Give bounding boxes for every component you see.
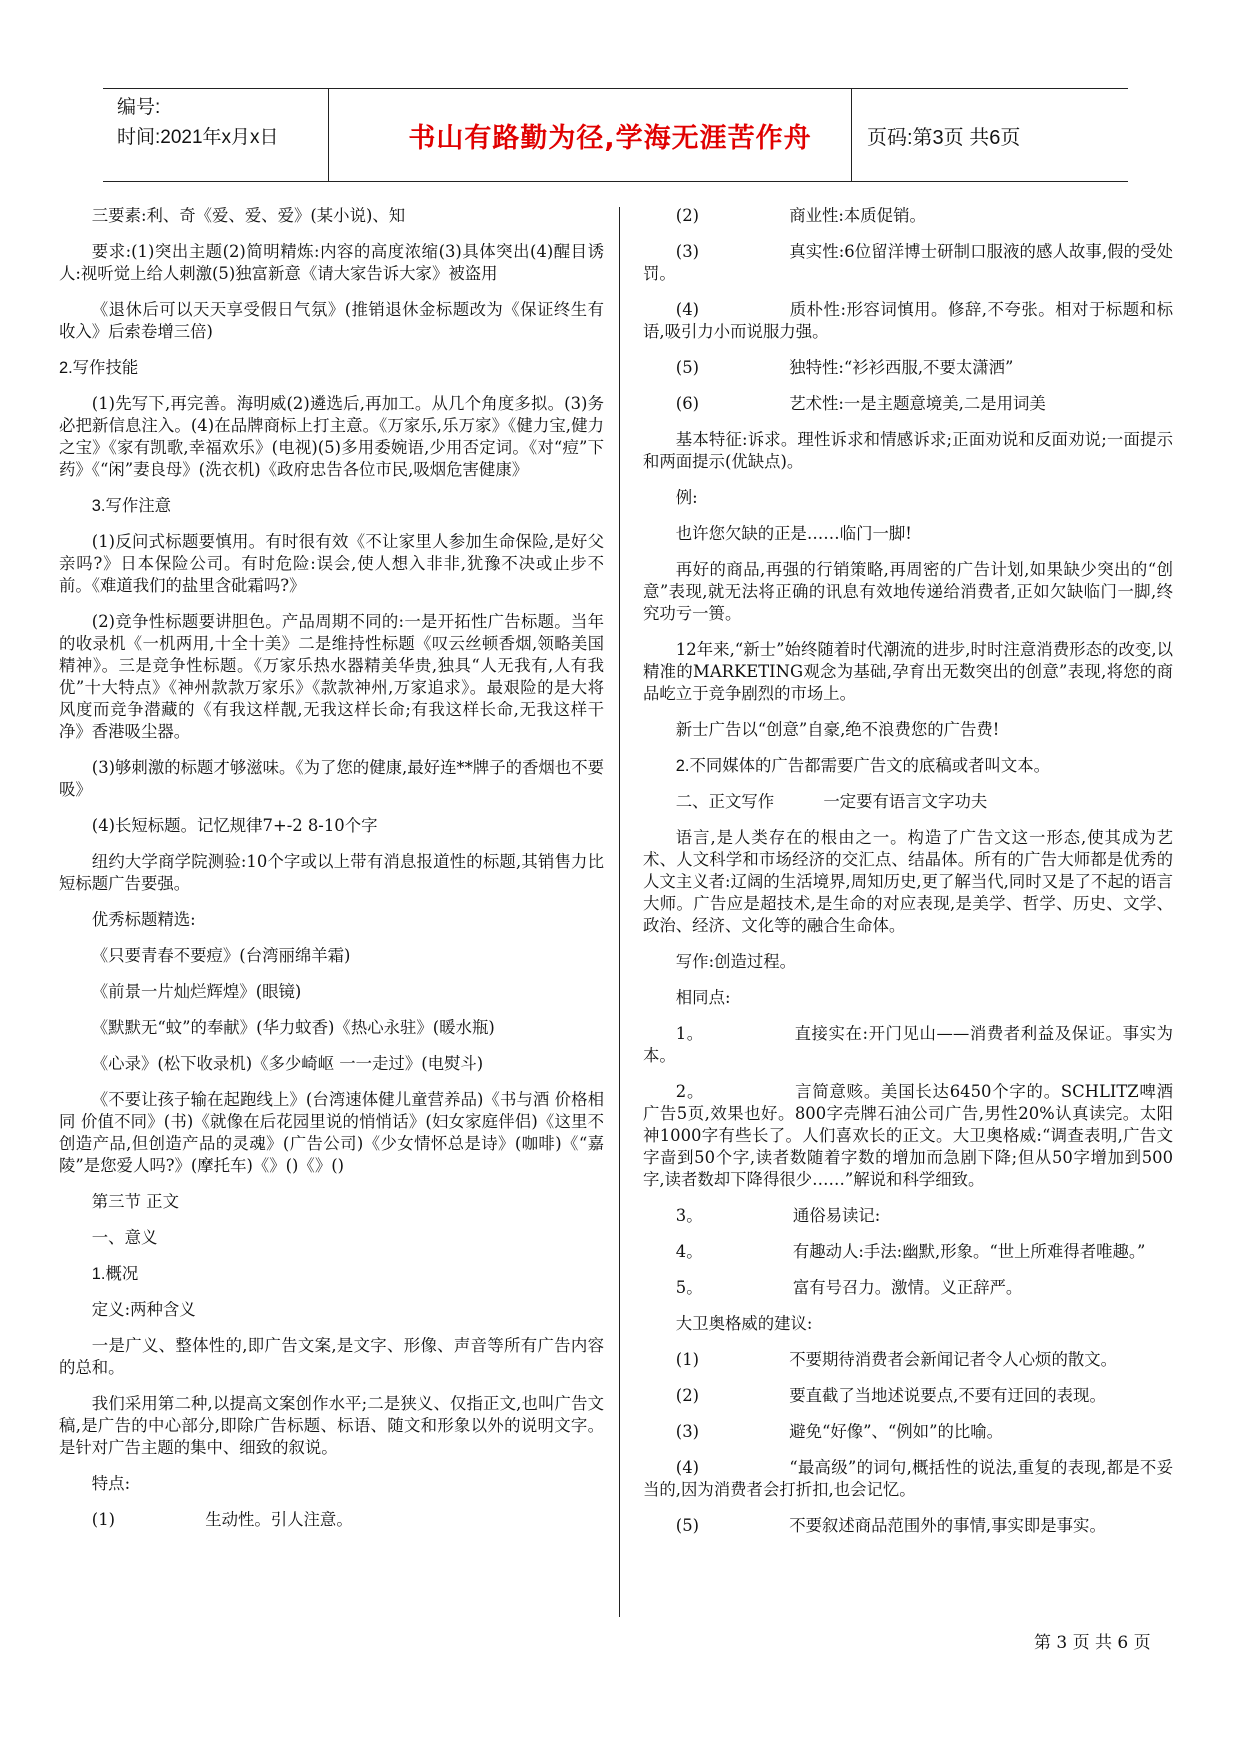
paragraph: 我们采用第二种,以提高文案创作水平;二是狭义、仅指正文,也叫广告文稿,是广告的中心部分,即除广告标题、标语、随文和形象以外的说明文字。是针对广告主题的集中、细致的叙说。: [59, 1394, 604, 1457]
list-number: 2。: [675, 1082, 705, 1101]
paragraph: 《退休后可以天天享受假日气氛》(推销退休金标题改为《保证终生有收入》后索卷增三倍): [59, 300, 604, 341]
list-text: “最高级”的词句,概括性的说法,重复的表现,都是不妥当的,因为消费者会打折扣,也会记忆。: [643, 1458, 1173, 1499]
paragraph: 《只要青春不要痘》(台湾丽绵羊霜): [91, 946, 351, 965]
list-item: [643, 1241, 1173, 1263]
paragraph: (1)先写下,再完善。海明威(2)遴选后,再加工。从几个角度多拟。(3)务必把新信息注入。(4)在品牌商标上打主意。《万家乐,乐万家》《健力宝,健力之宝》《家有凯歌,幸福欢乐》(电视)(5)多用委婉语,少用否定词。《对“痘”下药》《“闲”妻良母》(洗衣机)《政府忠告各位市民,吸烟危害健康》: [59, 394, 604, 479]
list-number: (5): [675, 358, 700, 377]
left-column: [59, 205, 604, 1545]
list-text: 通俗易读记:: [792, 1206, 881, 1225]
list-number: (5): [675, 1516, 700, 1535]
section-heading: 一、意义: [91, 1228, 158, 1247]
list-number: 4。: [675, 1242, 703, 1261]
page-footer: 第 3 页 共 6 页: [1034, 1633, 1151, 1653]
list-text: 直接实在:开门见山——消费者利益及保证。事实为本。: [643, 1024, 1173, 1065]
paragraph: 《前景一片灿烂辉煌》(眼镜): [91, 982, 302, 1001]
list-item: [643, 1205, 1173, 1227]
paragraph: 三要素:利、奇《爱、爱、爱》(某小说)、知: [91, 206, 406, 225]
list-number: 3。: [675, 1206, 703, 1225]
list-number: (3): [675, 1422, 700, 1441]
section-heading: 2.写作技能: [59, 359, 139, 377]
paragraph: 基本特征:诉求。理性诉求和情感诉求;正面劝说和反面劝说;一面提示和两面提示(优缺点)。: [643, 430, 1173, 471]
heading-text: 二、正文写作: [675, 792, 775, 811]
list-text: 独特性:“衫衫西服,不要太潇洒”: [789, 358, 1014, 377]
paragraph: (3)够刺激的标题才够滋味。《为了您的健康,最好连**牌子的香烟也不要吸》: [59, 758, 604, 799]
header-meta: [117, 93, 279, 153]
document-time-label: 时间:2021年x月x日: [117, 127, 279, 148]
right-column: [643, 205, 1173, 1551]
heading-note: 一定要有语言文字功夫: [823, 792, 988, 811]
paragraph: 定义:两种含义: [91, 1300, 196, 1319]
paragraph: 《心录》(松下收录机)《多少崎岖 一一走过》(电熨斗): [91, 1054, 484, 1073]
list-text: 不要期待消费者会新闻记者令人心烦的散文。: [789, 1350, 1118, 1369]
list-text: 有趣动人:手法:幽默,形象。“世上所难得者唯趣。”: [792, 1242, 1146, 1261]
list-text: 言简意赅。美国长达6450个字的。SCHLITZ啤酒广告5页,效果也好。800字壳牌石油公司广告,男性20%认真读完。太阳神1000字有些长了。人们喜欢长的正文。大卫奥格威:“调查表明,广告文字啬到50个字,读者数随着字数的增加而急剧下降;但从50字增加到500字,读者数却下降得很少……”解说和科学细致。: [643, 1082, 1173, 1189]
paragraph: 优秀标题精选:: [91, 910, 196, 929]
document-number-label: 编号:: [117, 97, 161, 118]
paragraph: 语言,是人类存在的根由之一。构造了广告文这一形态,使其成为艺术、人文科学和市场经济的交汇点、结晶体。所有的广告大师都是优秀的人文主义者:辽阔的生活境界,周知历史,更了解当代,同时又是了不起的语言大师。广告应是超技术,是生命的对应表现,是美学、哲学、历史、文学、政治、经济、文化等的融合生命体。: [643, 828, 1173, 935]
list-item: [643, 241, 1173, 285]
paragraph: 12年来,“新士”始终随着时代潮流的进步,时时注意消费形态的改变,以精准的MARKETING观念为基础,孕育出无数突出的创意”表现,将您的商品屹立于竞争剧烈的市场上。: [643, 640, 1173, 703]
paragraph: 《默默无“蚊”的奉献》(华力蚊香)《热心永驻》(暖水瓶): [91, 1018, 495, 1037]
list-item: [643, 205, 1173, 227]
section-heading: 3.写作注意: [91, 497, 172, 515]
list-number: (2): [675, 1386, 700, 1405]
list-number: (4): [675, 300, 700, 319]
list-text: 艺术性:一是主题意境美,二是用词美: [789, 394, 1046, 413]
header-divider: [328, 89, 329, 181]
list-text: 商业性:本质促销。: [789, 206, 926, 225]
list-item: [643, 1515, 1173, 1537]
list-number: (3): [675, 242, 700, 261]
section-heading: [643, 791, 1173, 813]
list-item: [643, 299, 1173, 343]
list-item: [643, 1277, 1173, 1299]
paragraph: 纽约大学商学院测验:10个字或以上带有消息报道性的标题,其销售力比短标题广告要强。: [59, 852, 604, 893]
list-item: [643, 1421, 1173, 1443]
list-item: [643, 1385, 1173, 1407]
paragraph: (2)竞争性标题要讲胆色。产品周期不同的:一是开拓性广告标题。当年的收录机《一机两用,十全十美》二是维持性标题《叹云丝顿香烟,领略美国精神》。三是竞争性标题。《万家乐热水器精美华贵,独具“人无我有,人有我优”十大特点》《神州款款万家乐》《款款神州,万家追求》。最艰险的是大将风度而竞争潜藏的《有我这样靓,无我这样长命;有我这样长命,无我这样干净》香港吸尘器。: [59, 612, 604, 741]
list-text: 生动性。引人注意。: [205, 1510, 353, 1529]
list-number: (1): [675, 1350, 700, 1369]
section-heading: 2.不同媒体的广告都需要广告文的底稿或者叫文本。: [675, 757, 1051, 775]
list-number: 1。: [675, 1024, 704, 1043]
section-heading: 1.概况: [91, 1265, 139, 1283]
list-number: (1): [91, 1510, 116, 1529]
paragraph: 写作:创造过程。: [675, 952, 797, 971]
list-text: 避免“好像”、“例如”的比喻。: [789, 1422, 1004, 1441]
list-item: [643, 1081, 1173, 1191]
list-item: [643, 1349, 1173, 1371]
paragraph: 也许您欠缺的正是……临门一脚!: [675, 524, 912, 543]
list-number: (2): [675, 206, 700, 225]
section-heading: 第三节 正文: [91, 1192, 179, 1211]
list-text: 不要叙述商品范围外的事情,事实即是事实。: [789, 1516, 1106, 1535]
page-number-label: 页码:第3页 共6页: [867, 127, 1021, 149]
paragraph: 特点:: [91, 1474, 131, 1493]
list-item: [643, 357, 1173, 379]
paragraph: 相同点:: [675, 988, 731, 1007]
header-motto: 书山有路勤为径,学海无涯苦作舟: [408, 123, 812, 154]
paragraph: 例:: [675, 488, 698, 507]
paragraph: 再好的商品,再强的行销策略,再周密的广告计划,如果缺少突出的“创意”表现,就无法将正确的讯息有效地传递给消费者,正如欠缺临门一脚,终究功亏一篑。: [643, 560, 1173, 623]
paragraph: 《不要让孩子输在起跑线上》(台湾速体健儿童营养品)《书与酒 价格相同 价值不同》(书)《就像在后花园里说的悄悄话》(妇女家庭伴侣)《这里不创造产品,但创造产品的灵魂》(广告公司)《少女情怀总是诗》(咖啡)《“嘉陵”是您爱人吗?》(摩托车)《》()《》(): [59, 1090, 604, 1175]
list-text: 真实性:6位留洋博士研制口服液的感人故事,假的受处罚。: [643, 242, 1173, 283]
header-divider: [851, 89, 852, 181]
list-item: [643, 393, 1173, 415]
list-text: 要直截了当地述说要点,不要有迂回的表现。: [789, 1386, 1106, 1405]
list-item: [643, 1457, 1173, 1501]
page-header: [103, 88, 1128, 182]
list-item: [643, 1023, 1173, 1067]
paragraph: 一是广义、整体性的,即广告文案,是文字、形像、声音等所有广告内容的总和。: [59, 1336, 604, 1377]
paragraph: (4)长短标题。记忆规律7+-2 8-10个字: [91, 816, 378, 835]
paragraph: 大卫奥格威的建议:: [675, 1314, 813, 1333]
paragraph: 新士广告以“创意”自豪,绝不浪费您的广告费!: [675, 720, 1000, 739]
list-text: 质朴性:形容词慎用。修辞,不夸张。相对于标题和标语,吸引力小而说服力强。: [643, 300, 1173, 341]
list-number: 5。: [675, 1278, 703, 1297]
list-number: (6): [675, 394, 700, 413]
paragraph: (1)反问式标题要慎用。有时很有效《不让家里人参加生命保险,是好父亲吗?》日本保险公司。有时危险:误会,使人想入非非,犹豫不决或止步不前。《难道我们的盐里含砒霜吗?》: [59, 532, 604, 595]
list-number: (4): [675, 1458, 700, 1477]
list-item: [59, 1509, 604, 1531]
column-divider: [619, 207, 620, 1617]
list-text: 富有号召力。激情。义正辞严。: [792, 1278, 1023, 1297]
paragraph: 要求:(1)突出主题(2)简明精炼:内容的高度浓缩(3)具体突出(4)醒目诱人:视听觉上给人刺激(5)独富新意《请大家告诉大家》被盗用: [59, 242, 604, 283]
